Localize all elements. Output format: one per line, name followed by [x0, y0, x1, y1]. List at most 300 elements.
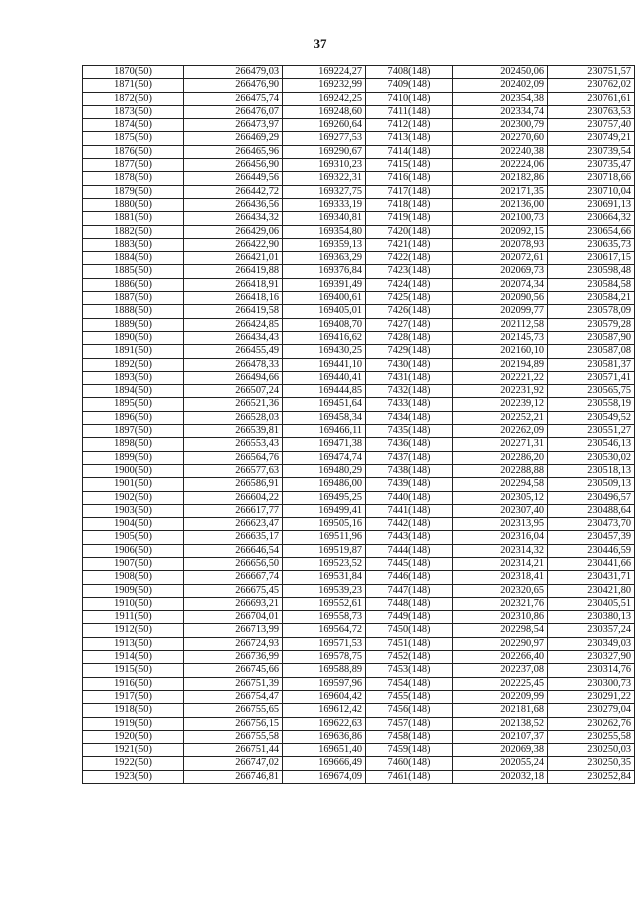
cell-point-id: 1879(50) [83, 185, 184, 198]
cell-y-coordinate: 169666,49 [283, 757, 366, 770]
cell-y-coordinate-2: 230761,61 [548, 92, 635, 105]
cell-point-id: 1913(50) [83, 637, 184, 650]
cell-y-coordinate: 169552,61 [283, 597, 366, 610]
cell-y-coordinate: 169444,85 [283, 385, 366, 398]
cell-y-coordinate: 169495,25 [283, 491, 366, 504]
cell-y-coordinate: 169622,63 [283, 717, 366, 730]
cell-y-coordinate-2: 230250,03 [548, 744, 635, 757]
cell-y-coordinate: 169400,61 [283, 292, 366, 305]
cell-x-coordinate-2: 202314,32 [453, 544, 548, 557]
cell-x-coordinate: 266675,45 [184, 584, 283, 597]
table-row [83, 531, 635, 544]
cell-x-coordinate-2: 202314,21 [453, 557, 548, 570]
cell-point-id: 1895(50) [83, 398, 184, 411]
table-row [83, 704, 635, 717]
cell-y-coordinate-2: 230488,64 [548, 504, 635, 517]
cell-y-coordinate-2: 230546,13 [548, 438, 635, 451]
cell-y-coordinate: 169578,75 [283, 651, 366, 664]
table-row [83, 292, 635, 305]
cell-y-coordinate-2: 230530,02 [548, 451, 635, 464]
cell-x-coordinate: 266751,44 [184, 744, 283, 757]
cell-point-id: 1889(50) [83, 318, 184, 331]
cell-x-coordinate-2: 202090,56 [453, 292, 548, 305]
cell-point-id-2: 7427(148) [366, 318, 453, 331]
cell-x-coordinate-2: 202290,97 [453, 637, 548, 650]
cell-y-coordinate: 169405,01 [283, 305, 366, 318]
cell-y-coordinate: 169558,73 [283, 611, 366, 624]
cell-x-coordinate-2: 202307,40 [453, 504, 548, 517]
table-row [83, 252, 635, 265]
cell-point-id-2: 7415(148) [366, 159, 453, 172]
cell-point-id: 1891(50) [83, 345, 184, 358]
cell-x-coordinate: 266754,47 [184, 690, 283, 703]
cell-y-coordinate-2: 230551,27 [548, 425, 635, 438]
cell-y-coordinate: 169539,23 [283, 584, 366, 597]
cell-x-coordinate-2: 202138,52 [453, 717, 548, 730]
cell-x-coordinate-2: 202072,61 [453, 252, 548, 265]
cell-point-id-2: 7436(148) [366, 438, 453, 451]
cell-y-coordinate: 169277,53 [283, 132, 366, 145]
cell-x-coordinate: 266434,32 [184, 212, 283, 225]
cell-x-coordinate-2: 202354,38 [453, 92, 548, 105]
table-row [83, 491, 635, 504]
cell-x-coordinate-2: 202145,73 [453, 331, 548, 344]
cell-point-id: 1886(50) [83, 278, 184, 291]
cell-y-coordinate: 169260,64 [283, 119, 366, 132]
cell-point-id-2: 7423(148) [366, 265, 453, 278]
table-row [83, 119, 635, 132]
table-row [83, 105, 635, 118]
table-row [83, 584, 635, 597]
table-row [83, 132, 635, 145]
cell-point-id: 1888(50) [83, 305, 184, 318]
cell-y-coordinate: 169523,52 [283, 557, 366, 570]
cell-x-coordinate-2: 202310,86 [453, 611, 548, 624]
cell-point-id: 1919(50) [83, 717, 184, 730]
cell-y-coordinate-2: 230518,13 [548, 464, 635, 477]
cell-x-coordinate: 266521,36 [184, 398, 283, 411]
cell-y-coordinate: 169564,72 [283, 624, 366, 637]
cell-point-id: 1923(50) [83, 770, 184, 783]
cell-y-coordinate: 169588,89 [283, 664, 366, 677]
cell-x-coordinate-2: 202055,24 [453, 757, 548, 770]
cell-point-id: 1887(50) [83, 292, 184, 305]
cell-y-coordinate: 169612,42 [283, 704, 366, 717]
cell-y-coordinate: 169451,64 [283, 398, 366, 411]
cell-x-coordinate-2: 202171,35 [453, 185, 548, 198]
cell-x-coordinate: 266577,63 [184, 464, 283, 477]
cell-x-coordinate: 266656,50 [184, 557, 283, 570]
cell-point-id-2: 7422(148) [366, 252, 453, 265]
cell-x-coordinate-2: 202240,38 [453, 145, 548, 158]
cell-point-id: 1897(50) [83, 425, 184, 438]
page-number: 37 [313, 36, 327, 51]
cell-x-coordinate-2: 202321,76 [453, 597, 548, 610]
cell-y-coordinate: 169480,29 [283, 464, 366, 477]
cell-point-id: 1896(50) [83, 411, 184, 424]
cell-x-coordinate: 266751,39 [184, 677, 283, 690]
cell-x-coordinate: 266667,74 [184, 571, 283, 584]
cell-y-coordinate-2: 230446,59 [548, 544, 635, 557]
cell-point-id: 1871(50) [83, 79, 184, 92]
cell-y-coordinate: 169636,86 [283, 730, 366, 743]
cell-y-coordinate-2: 230431,71 [548, 571, 635, 584]
cell-y-coordinate-2: 230578,09 [548, 305, 635, 318]
cell-point-id-2: 7410(148) [366, 92, 453, 105]
cell-y-coordinate-2: 230509,13 [548, 478, 635, 491]
cell-point-id-2: 7435(148) [366, 425, 453, 438]
cell-x-coordinate: 266419,88 [184, 265, 283, 278]
cell-point-id-2: 7429(148) [366, 345, 453, 358]
cell-point-id: 1905(50) [83, 531, 184, 544]
table-row [83, 305, 635, 318]
cell-x-coordinate: 266479,03 [184, 66, 283, 79]
cell-y-coordinate-2: 230571,41 [548, 371, 635, 384]
cell-point-id-2: 7432(148) [366, 385, 453, 398]
table-row [83, 464, 635, 477]
cell-point-id: 1876(50) [83, 145, 184, 158]
cell-y-coordinate: 169531,84 [283, 571, 366, 584]
table-row [83, 624, 635, 637]
table-row [83, 371, 635, 384]
cell-point-id: 1878(50) [83, 172, 184, 185]
cell-point-id: 1917(50) [83, 690, 184, 703]
cell-x-coordinate: 266465,96 [184, 145, 283, 158]
table-row [83, 265, 635, 278]
cell-y-coordinate: 169363,29 [283, 252, 366, 265]
cell-y-coordinate-2: 230558,19 [548, 398, 635, 411]
cell-y-coordinate-2: 230327,90 [548, 651, 635, 664]
cell-x-coordinate-2: 202221,22 [453, 371, 548, 384]
cell-point-id: 1912(50) [83, 624, 184, 637]
cell-x-coordinate: 266421,01 [184, 252, 283, 265]
cell-y-coordinate-2: 230357,24 [548, 624, 635, 637]
cell-x-coordinate-2: 202181,68 [453, 704, 548, 717]
cell-y-coordinate-2: 230763,53 [548, 105, 635, 118]
table-row [83, 757, 635, 770]
cell-point-id: 1920(50) [83, 730, 184, 743]
cell-point-id: 1885(50) [83, 265, 184, 278]
cell-x-coordinate: 266478,33 [184, 358, 283, 371]
cell-point-id-2: 7441(148) [366, 504, 453, 517]
table-row [83, 92, 635, 105]
cell-point-id-2: 7431(148) [366, 371, 453, 384]
cell-x-coordinate: 266507,24 [184, 385, 283, 398]
cell-point-id: 1911(50) [83, 611, 184, 624]
cell-x-coordinate-2: 202100,73 [453, 212, 548, 225]
table-row [83, 690, 635, 703]
table-row [83, 438, 635, 451]
cell-x-coordinate: 266469,29 [184, 132, 283, 145]
cell-x-coordinate-2: 202182,86 [453, 172, 548, 185]
cell-point-id: 1884(50) [83, 252, 184, 265]
cell-point-id: 1893(50) [83, 371, 184, 384]
cell-point-id-2: 7448(148) [366, 597, 453, 610]
cell-x-coordinate-2: 202305,12 [453, 491, 548, 504]
cell-point-id-2: 7453(148) [366, 664, 453, 677]
table-row [83, 425, 635, 438]
table-row [83, 744, 635, 757]
cell-x-coordinate-2: 202239,12 [453, 398, 548, 411]
cell-x-coordinate-2: 202107,37 [453, 730, 548, 743]
cell-point-id-2: 7439(148) [366, 478, 453, 491]
cell-y-coordinate-2: 230584,21 [548, 292, 635, 305]
table-row [83, 597, 635, 610]
cell-y-coordinate-2: 230635,73 [548, 238, 635, 251]
cell-y-coordinate: 169441,10 [283, 358, 366, 371]
cell-y-coordinate-2: 230617,15 [548, 252, 635, 265]
cell-y-coordinate: 169333,19 [283, 198, 366, 211]
cell-x-coordinate: 266476,07 [184, 105, 283, 118]
cell-point-id: 1883(50) [83, 238, 184, 251]
cell-x-coordinate: 266693,21 [184, 597, 283, 610]
cell-point-id: 1909(50) [83, 584, 184, 597]
cell-point-id: 1877(50) [83, 159, 184, 172]
cell-point-id: 1910(50) [83, 597, 184, 610]
cell-y-coordinate: 169391,49 [283, 278, 366, 291]
cell-x-coordinate: 266449,56 [184, 172, 283, 185]
cell-y-coordinate-2: 230587,08 [548, 345, 635, 358]
cell-x-coordinate: 266476,90 [184, 79, 283, 92]
cell-y-coordinate-2: 230421,80 [548, 584, 635, 597]
cell-x-coordinate-2: 202298,54 [453, 624, 548, 637]
coordinates-table-body [83, 66, 635, 784]
cell-y-coordinate: 169359,13 [283, 238, 366, 251]
cell-x-coordinate-2: 202069,73 [453, 265, 548, 278]
cell-point-id-2: 7412(148) [366, 119, 453, 132]
cell-point-id-2: 7456(148) [366, 704, 453, 717]
table-row [83, 278, 635, 291]
cell-y-coordinate: 169310,23 [283, 159, 366, 172]
cell-y-coordinate-2: 230757,40 [548, 119, 635, 132]
cell-x-coordinate-2: 202294,58 [453, 478, 548, 491]
cell-y-coordinate: 169571,53 [283, 637, 366, 650]
table-row [83, 557, 635, 570]
cell-x-coordinate: 266436,56 [184, 198, 283, 211]
cell-x-coordinate: 266736,99 [184, 651, 283, 664]
table-row [83, 79, 635, 92]
table-row [83, 544, 635, 557]
cell-y-coordinate: 169340,81 [283, 212, 366, 225]
cell-x-coordinate: 266494,66 [184, 371, 283, 384]
cell-y-coordinate: 169505,16 [283, 518, 366, 531]
cell-y-coordinate: 169376,84 [283, 265, 366, 278]
cell-x-coordinate: 266429,06 [184, 225, 283, 238]
cell-y-coordinate: 169232,99 [283, 79, 366, 92]
cell-x-coordinate: 266419,58 [184, 305, 283, 318]
cell-x-coordinate: 266747,02 [184, 757, 283, 770]
table-row [83, 172, 635, 185]
cell-x-coordinate-2: 202450,06 [453, 66, 548, 79]
cell-y-coordinate: 169674,09 [283, 770, 366, 783]
cell-x-coordinate: 266553,43 [184, 438, 283, 451]
cell-point-id-2: 7416(148) [366, 172, 453, 185]
table-row [83, 677, 635, 690]
cell-y-coordinate-2: 230664,32 [548, 212, 635, 225]
cell-point-id: 1882(50) [83, 225, 184, 238]
cell-x-coordinate: 266422,90 [184, 238, 283, 251]
table-row [83, 637, 635, 650]
table-row [83, 145, 635, 158]
cell-x-coordinate-2: 202270,60 [453, 132, 548, 145]
table-row [83, 571, 635, 584]
cell-x-coordinate-2: 202237,08 [453, 664, 548, 677]
cell-point-id-2: 7442(148) [366, 518, 453, 531]
cell-y-coordinate: 169471,38 [283, 438, 366, 451]
cell-point-id-2: 7424(148) [366, 278, 453, 291]
cell-x-coordinate-2: 202069,38 [453, 744, 548, 757]
cell-x-coordinate-2: 202209,99 [453, 690, 548, 703]
cell-point-id: 1875(50) [83, 132, 184, 145]
table-row [83, 478, 635, 491]
table-row [83, 611, 635, 624]
cell-x-coordinate: 266473,97 [184, 119, 283, 132]
cell-y-coordinate-2: 230496,57 [548, 491, 635, 504]
cell-x-coordinate-2: 202271,31 [453, 438, 548, 451]
cell-y-coordinate: 169486,00 [283, 478, 366, 491]
cell-x-coordinate: 266434,43 [184, 331, 283, 344]
cell-y-coordinate-2: 230300,73 [548, 677, 635, 690]
cell-y-coordinate: 169242,25 [283, 92, 366, 105]
cell-y-coordinate: 169499,41 [283, 504, 366, 517]
cell-y-coordinate-2: 230349,03 [548, 637, 635, 650]
table-row [83, 385, 635, 398]
cell-point-id: 1907(50) [83, 557, 184, 570]
cell-y-coordinate-2: 230291,22 [548, 690, 635, 703]
cell-y-coordinate: 169408,70 [283, 318, 366, 331]
cell-y-coordinate: 169519,87 [283, 544, 366, 557]
table-row [83, 198, 635, 211]
table-row [83, 398, 635, 411]
cell-point-id-2: 7414(148) [366, 145, 453, 158]
cell-x-coordinate: 266442,72 [184, 185, 283, 198]
cell-y-coordinate-2: 230314,76 [548, 664, 635, 677]
cell-y-coordinate-2: 230654,66 [548, 225, 635, 238]
cell-point-id: 1922(50) [83, 757, 184, 770]
cell-y-coordinate-2: 230739,54 [548, 145, 635, 158]
cell-y-coordinate: 169327,75 [283, 185, 366, 198]
cell-point-id-2: 7433(148) [366, 398, 453, 411]
cell-point-id-2: 7447(148) [366, 584, 453, 597]
cell-y-coordinate-2: 230457,39 [548, 531, 635, 544]
cell-x-coordinate: 266564,76 [184, 451, 283, 464]
table-row [83, 318, 635, 331]
cell-y-coordinate: 169651,40 [283, 744, 366, 757]
cell-y-coordinate: 169474,74 [283, 451, 366, 464]
cell-point-id-2: 7428(148) [366, 331, 453, 344]
cell-point-id-2: 7434(148) [366, 411, 453, 424]
cell-x-coordinate-2: 202320,65 [453, 584, 548, 597]
table-row [83, 664, 635, 677]
table-row [83, 411, 635, 424]
cell-point-id: 1892(50) [83, 358, 184, 371]
cell-x-coordinate: 266539,81 [184, 425, 283, 438]
cell-x-coordinate-2: 202286,20 [453, 451, 548, 464]
cell-y-coordinate-2: 230255,58 [548, 730, 635, 743]
cell-point-id: 1881(50) [83, 212, 184, 225]
cell-y-coordinate: 169322,31 [283, 172, 366, 185]
table-row [83, 651, 635, 664]
cell-x-coordinate: 266418,91 [184, 278, 283, 291]
table-row [83, 504, 635, 517]
table-row [83, 212, 635, 225]
cell-x-coordinate: 266746,81 [184, 770, 283, 783]
cell-y-coordinate-2: 230262,76 [548, 717, 635, 730]
cell-y-coordinate-2: 230735,47 [548, 159, 635, 172]
cell-x-coordinate-2: 202136,00 [453, 198, 548, 211]
cell-y-coordinate: 169458,34 [283, 411, 366, 424]
cell-x-coordinate: 266635,17 [184, 531, 283, 544]
cell-point-id: 1872(50) [83, 92, 184, 105]
cell-x-coordinate-2: 202078,93 [453, 238, 548, 251]
cell-x-coordinate-2: 202092,15 [453, 225, 548, 238]
table-row [83, 730, 635, 743]
cell-point-id-2: 7443(148) [366, 531, 453, 544]
cell-point-id-2: 7450(148) [366, 624, 453, 637]
cell-point-id-2: 7444(148) [366, 544, 453, 557]
cell-x-coordinate-2: 202225,45 [453, 677, 548, 690]
cell-x-coordinate: 266456,90 [184, 159, 283, 172]
cell-x-coordinate: 266604,22 [184, 491, 283, 504]
cell-point-id-2: 7449(148) [366, 611, 453, 624]
table-row [83, 451, 635, 464]
cell-y-coordinate: 169248,60 [283, 105, 366, 118]
cell-y-coordinate-2: 230252,84 [548, 770, 635, 783]
cell-point-id-2: 7437(148) [366, 451, 453, 464]
cell-x-coordinate: 266528,03 [184, 411, 283, 424]
cell-point-id: 1915(50) [83, 664, 184, 677]
cell-y-coordinate-2: 230565,75 [548, 385, 635, 398]
cell-point-id-2: 7417(148) [366, 185, 453, 198]
cell-y-coordinate: 169466,11 [283, 425, 366, 438]
cell-point-id-2: 7426(148) [366, 305, 453, 318]
cell-x-coordinate: 266755,58 [184, 730, 283, 743]
cell-point-id-2: 7455(148) [366, 690, 453, 703]
cell-point-id: 1870(50) [83, 66, 184, 79]
cell-y-coordinate: 169511,96 [283, 531, 366, 544]
cell-x-coordinate-2: 202112,58 [453, 318, 548, 331]
table-row [83, 358, 635, 371]
cell-x-coordinate-2: 202160,10 [453, 345, 548, 358]
cell-x-coordinate: 266704,01 [184, 611, 283, 624]
table-row [83, 770, 635, 783]
table-row [83, 225, 635, 238]
cell-y-coordinate-2: 230250,35 [548, 757, 635, 770]
cell-point-id-2: 7451(148) [366, 637, 453, 650]
table-row [83, 238, 635, 251]
cell-y-coordinate: 169430,25 [283, 345, 366, 358]
cell-point-id-2: 7438(148) [366, 464, 453, 477]
cell-y-coordinate-2: 230405,51 [548, 597, 635, 610]
cell-y-coordinate-2: 230691,13 [548, 198, 635, 211]
table-row [83, 345, 635, 358]
cell-y-coordinate-2: 230380,13 [548, 611, 635, 624]
cell-point-id: 1890(50) [83, 331, 184, 344]
cell-point-id: 1873(50) [83, 105, 184, 118]
cell-point-id-2: 7413(148) [366, 132, 453, 145]
cell-point-id-2: 7445(148) [366, 557, 453, 570]
cell-y-coordinate-2: 230581,37 [548, 358, 635, 371]
cell-x-coordinate-2: 202318,41 [453, 571, 548, 584]
cell-x-coordinate-2: 202288,88 [453, 464, 548, 477]
cell-point-id: 1894(50) [83, 385, 184, 398]
cell-point-id-2: 7411(148) [366, 105, 453, 118]
cell-x-coordinate-2: 202252,21 [453, 411, 548, 424]
cell-y-coordinate-2: 230598,48 [548, 265, 635, 278]
cell-point-id: 1899(50) [83, 451, 184, 464]
cell-point-id: 1901(50) [83, 478, 184, 491]
cell-x-coordinate: 266713,99 [184, 624, 283, 637]
